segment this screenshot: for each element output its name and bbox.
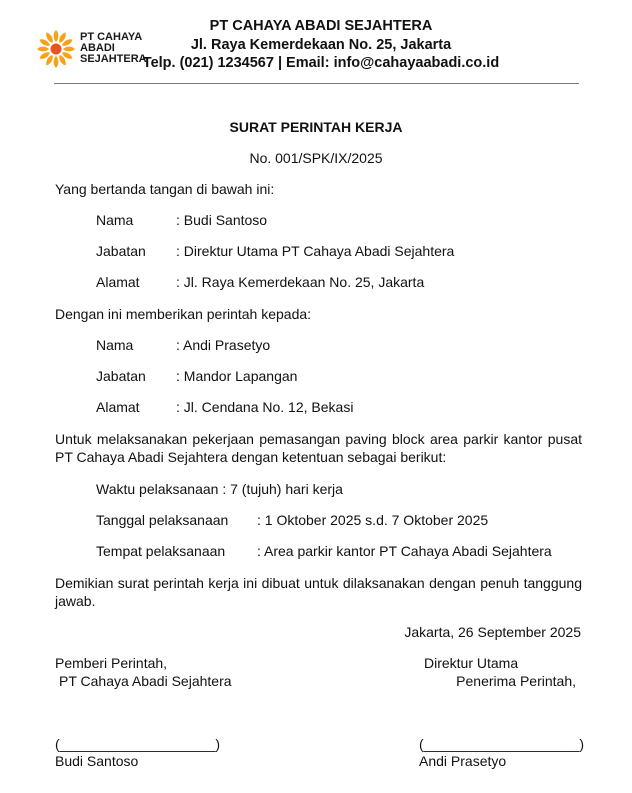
term-date-value: : 1 Oktober 2025 s.d. 7 Oktober 2025 — [257, 512, 489, 528]
logo-center — [51, 44, 62, 55]
term-place-label: Tempat pelaksanaan — [96, 543, 226, 559]
signer-name-value: : Budi Santoso — [176, 212, 268, 228]
right-signer-name: Andi Prasetyo — [419, 753, 507, 769]
signer-address-label: Alamat — [96, 274, 140, 290]
company-contact: Telp. (021) 1234567 | Email: info@cahayaabadi.co.id — [142, 55, 500, 71]
recipient-position-value: : Mandor Lapangan — [176, 368, 298, 384]
right-signature-role1: Direktur Utama — [424, 655, 519, 671]
recipient-position-label: Jabatan — [96, 368, 146, 384]
logo-ray — [63, 47, 75, 52]
right-signature-role2: Penerima Perintah, — [456, 673, 576, 689]
term-duration: Waktu pelaksanaan : 7 (tujuh) hari kerja — [96, 481, 343, 497]
signer-address-value: : Jl. Raya Kemerdekaan No. 25, Jakarta — [176, 274, 425, 290]
logo-ray — [54, 56, 59, 68]
left-signature-role1: Pemberi Perintah, — [55, 655, 168, 671]
recipient-name-label: Nama — [96, 337, 134, 353]
term-place-value: : Area parkir kantor PT Cahaya Abadi Sejahtera — [257, 543, 552, 559]
letter-title: SURAT PERINTAH KERJA — [229, 119, 403, 135]
logo-text-line2: ABADI — [80, 42, 115, 54]
place-date: Jakarta, 26 September 2025 — [404, 624, 581, 640]
closing-text: Demikian surat perintah kerja ini dibuat untuk dilaksanakan dengan penuh tanggung jawab. — [55, 575, 582, 609]
company-name: PT CAHAYA ABADI SEJAHTERA — [209, 18, 433, 34]
logo-ray — [54, 30, 59, 42]
right-signature-line: (____________________) — [419, 736, 585, 752]
logo-ray — [37, 47, 49, 52]
recipient-name-value: : Andi Prasetyo — [176, 337, 271, 353]
signer-name-label: Nama — [96, 212, 134, 228]
letter-number: No. 001/SPK/IX/2025 — [249, 150, 383, 166]
signer-position-value: : Direktur Utama PT Cahaya Abadi Sejahtera — [176, 243, 455, 259]
order-intro-text: Dengan ini memberikan perintah kepada: — [55, 306, 312, 322]
signer-position-label: Jabatan — [96, 243, 146, 259]
left-signature-line: (____________________) — [55, 736, 221, 752]
logo-text-line3: SEJAHTERA — [80, 53, 147, 65]
company-logo-icon — [36, 29, 76, 69]
logo-text-line1: PT CAHAYA — [80, 31, 143, 43]
left-signature-role2: PT Cahaya Abadi Sejahtera — [59, 673, 232, 689]
task-description: Untuk melaksanakan pekerjaan pemasangan paving block area parkir kantor pusat PT Cahaya Abadi Sejahtera dengan ketentuan sebagai berikut: — [55, 431, 582, 465]
recipient-address-label: Alamat — [96, 399, 140, 415]
header-divider — [54, 83, 579, 84]
recipient-address-value: : Jl. Cendana No. 12, Bekasi — [176, 399, 354, 415]
intro-text: Yang bertanda tangan di bawah ini: — [55, 181, 275, 197]
term-date-label: Tanggal pelaksanaan — [96, 512, 229, 528]
left-signer-name: Budi Santoso — [55, 753, 139, 769]
company-address: Jl. Raya Kemerdekaan No. 25, Jakarta — [190, 37, 452, 53]
